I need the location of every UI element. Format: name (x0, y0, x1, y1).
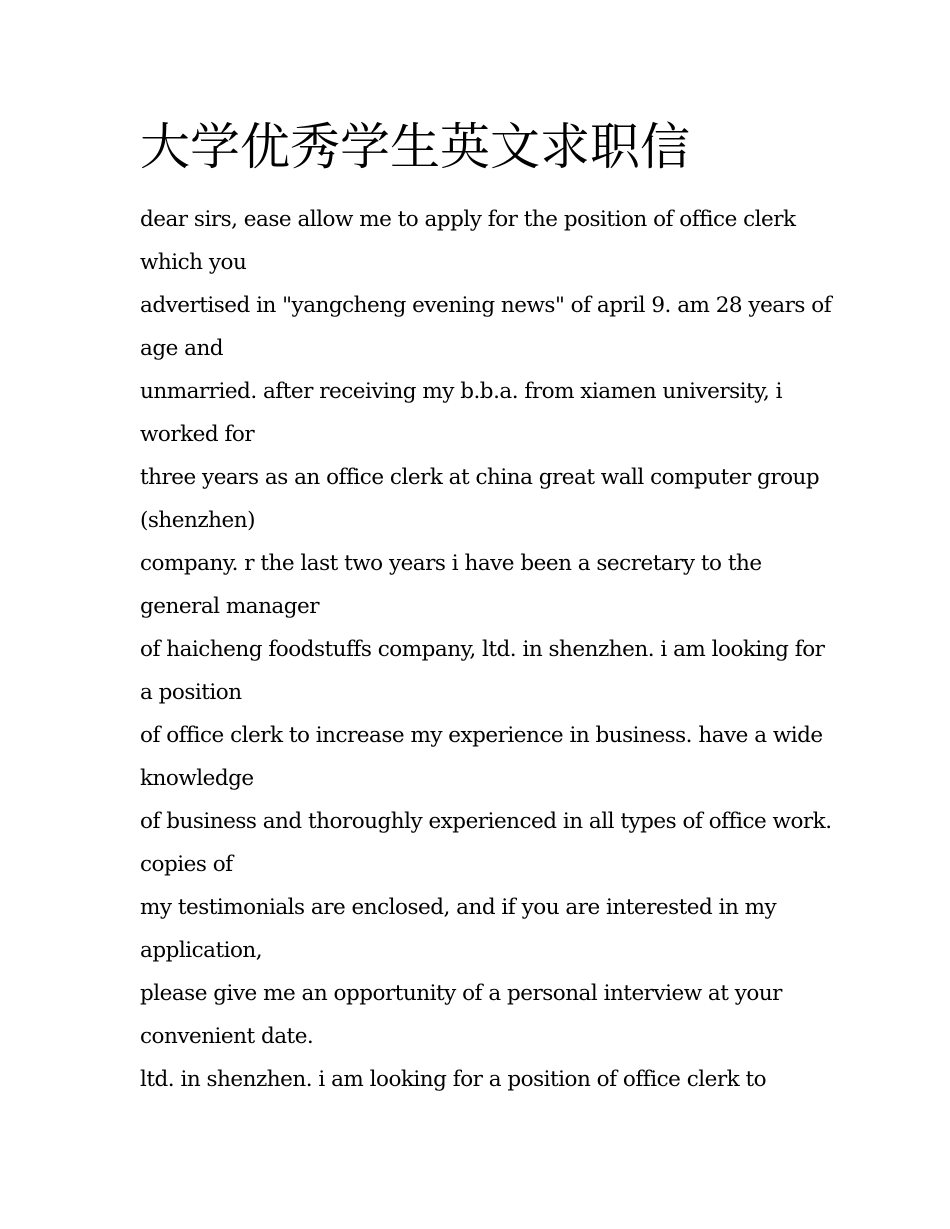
text-line: please give me an opportunity of a personal interview at your (140, 981, 782, 1006)
text-line: dear sirs, ease allow me to apply for the position of office clerk (140, 207, 796, 232)
text-line: ltd. in shenzhen. i am looking for a position of office clerk to (140, 1067, 767, 1092)
text-line: unmarried. after receiving my b.b.a. from xiamen university, i (140, 379, 783, 404)
text-line: which you (140, 250, 247, 275)
text-line: of office clerk to increase my experience in business. have a wide (140, 723, 823, 748)
text-line: application, (140, 938, 263, 963)
text-line: my testimonials are enclosed, and if you are interested in my (140, 895, 777, 920)
document-title: 大学优秀学生英文求职信 (140, 118, 690, 176)
text-line: (shenzhen) (140, 508, 255, 533)
text-line: of haicheng foodstuffs company, ltd. in shenzhen. i am looking for (140, 637, 825, 662)
letter-body (140, 198, 830, 1101)
text-line: of business and thoroughly experienced in all types of office work. (140, 809, 832, 834)
text-line: advertised in "yangcheng evening news" of april 9. am 28 years of (140, 293, 832, 318)
text-line: copies of (140, 852, 233, 877)
text-line: company. r the last two years i have been a secretary to the (140, 551, 762, 576)
text-line: convenient date. (140, 1024, 314, 1049)
text-line: a position (140, 680, 242, 705)
text-line: three years as an office clerk at china great wall computer group (140, 465, 820, 490)
text-line: general manager (140, 594, 319, 619)
text-line: age and (140, 336, 224, 361)
text-line: worked for (140, 422, 255, 447)
text-line: knowledge (140, 766, 254, 791)
